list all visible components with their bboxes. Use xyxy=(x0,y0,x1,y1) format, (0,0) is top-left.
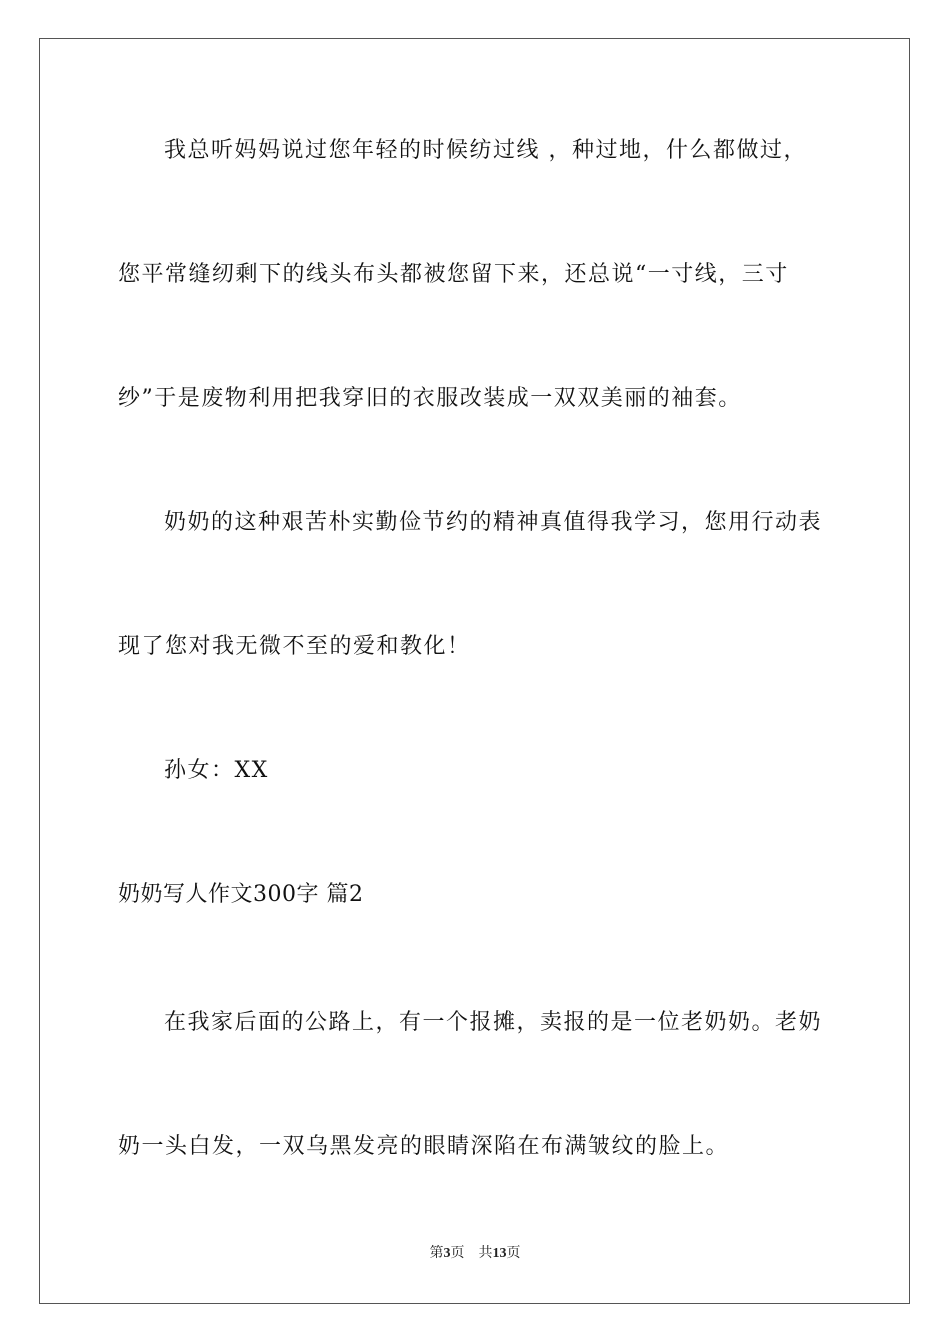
paragraph-line-2: 您平常缝纫剩下的线头布头都被您留下来，还总说“一寸线，三寸 xyxy=(118,262,789,287)
paragraph-line-3: 纱”于是废物利用把我穿旧的衣服改装成一双双美丽的袖套。 xyxy=(118,386,742,411)
paragraph-line-6: 在我家后面的公路上，有一个报摊，卖报的是一位老奶奶。老奶 xyxy=(164,1010,823,1035)
section-heading: 奶奶写人作文300字 篇2 xyxy=(118,882,364,907)
page-suffix: 页 xyxy=(450,1246,465,1261)
total-page-count: 13 xyxy=(492,1246,507,1261)
signature-line: 孙女：XX xyxy=(164,758,269,783)
paragraph-line-5: 现了您对我无微不至的爱和教化！ xyxy=(118,634,471,659)
paragraph-line-1: 我总听妈妈说过您年轻的时候纺过线 ，种过地，什么都做过， xyxy=(164,138,807,163)
total-prefix: 共 xyxy=(478,1246,493,1261)
page-footer xyxy=(0,1244,950,1264)
page-prefix: 第 xyxy=(429,1246,444,1261)
paragraph-line-7: 奶一头白发，一双乌黑发亮的眼睛深陷在布满皱纹的脸上。 xyxy=(118,1134,730,1159)
current-page-number: 3 xyxy=(443,1246,451,1261)
total-suffix: 页 xyxy=(506,1246,521,1261)
paragraph-line-4: 奶奶的这种艰苦朴实勤俭节约的精神真值得我学习，您用行动表 xyxy=(164,510,823,535)
page-frame xyxy=(39,38,910,1304)
